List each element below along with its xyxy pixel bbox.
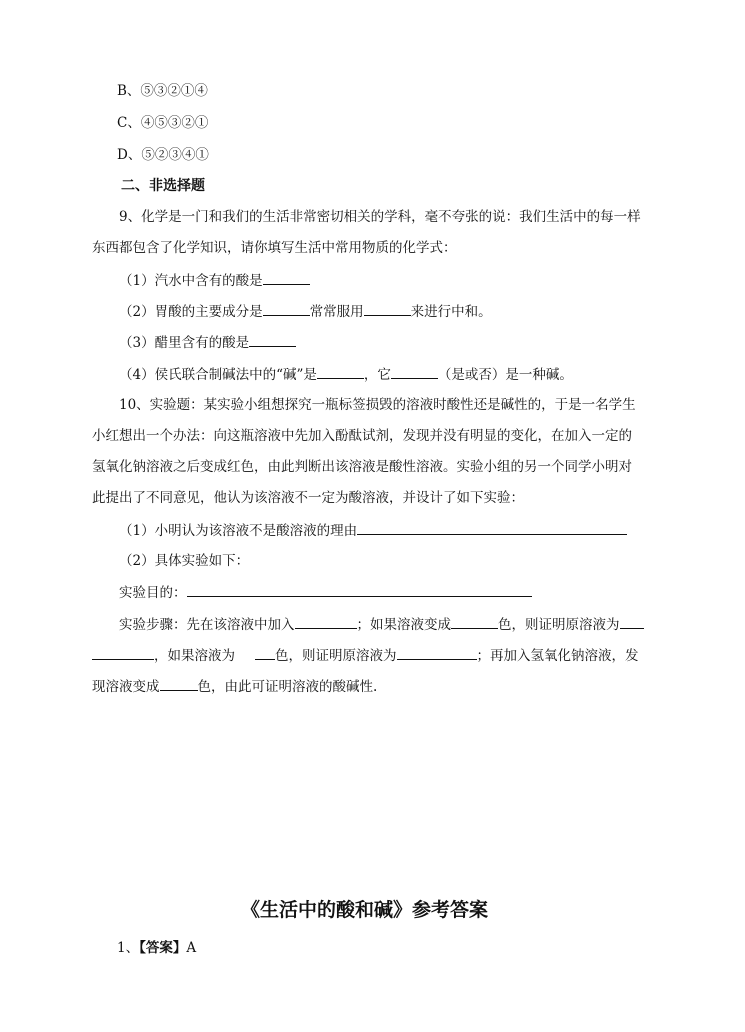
answer-blank[interactable]: [620, 614, 644, 629]
steps-text-h: 色，由此可证明溶液的酸碱性.: [197, 679, 378, 695]
experiment-steps-line-1: [119, 614, 644, 635]
q9-sub-2-text-b: 常常服用: [309, 304, 364, 320]
q9-sub-1: [119, 270, 310, 291]
option-c: C、④⑤③②①: [117, 115, 209, 131]
steps-text-c: 色，则证明原溶液为: [498, 617, 620, 633]
q9-sub-4-text-b: ，它: [363, 367, 391, 383]
answer-blank[interactable]: [92, 645, 154, 660]
q10-line-1: 10、实验题：某实验小组想探究一瓶标签损毁的溶液时酸性还是碱性的，于是一名学生: [119, 397, 636, 413]
answer-1: [117, 938, 196, 958]
q9-sub-1-text: （1）汽水中含有的酸是: [119, 273, 263, 289]
q9-sub-2-text-c: 来进行中和。: [410, 304, 492, 320]
answer-blank[interactable]: [187, 582, 532, 597]
steps-text-b: ；如果溶液变成: [356, 617, 451, 633]
steps-text-f: ；再加入氢氧化钠溶液，发: [476, 648, 639, 664]
answer-blank[interactable]: [255, 645, 275, 660]
experiment-steps-line-2: [92, 645, 639, 666]
q9-sub-3: [119, 332, 296, 353]
answer-blank[interactable]: [263, 301, 310, 316]
steps-text-a: 实验步骤：先在该溶液中加入: [119, 617, 295, 633]
q10-sub-2: （2）具体实验如下：: [119, 553, 250, 569]
q9-sub-2-text-a: （2）胃酸的主要成分是: [119, 304, 263, 320]
q9-sub-4-text-a: （4）侯氏联合制碱法中的“碱”是: [119, 367, 317, 383]
section-heading: 二、非选择题: [121, 178, 205, 194]
answer-blank[interactable]: [317, 364, 364, 379]
q10-line-2: 小红想出一个办法：向这瓶溶液中先加入酚酞试剂，发现并没有明显的变化，在加入一定的: [92, 428, 632, 444]
steps-text-d: ，如果溶液为: [154, 648, 235, 664]
q9-sub-3-text: （3）醋里含有的酸是: [119, 335, 250, 351]
option-b: B、⑤③②①④: [117, 83, 208, 99]
answer-blank[interactable]: [160, 676, 198, 691]
answer-blank[interactable]: [249, 332, 296, 347]
q9-sub-2: [119, 301, 492, 322]
answer-blank[interactable]: [397, 645, 477, 660]
q9-sub-4: [119, 364, 573, 385]
experiment-purpose: [119, 582, 532, 603]
steps-text-g: 现溶液变成: [92, 679, 160, 695]
answer-blank[interactable]: [391, 364, 438, 379]
steps-text-e: 色，则证明原溶液为: [275, 648, 397, 664]
experiment-purpose-label: 实验目的：: [119, 585, 187, 601]
answer-blank[interactable]: [263, 270, 310, 285]
answer-1-prefix: 1、: [117, 940, 140, 956]
answer-1-value: A: [186, 940, 197, 956]
q9-sub-4-text-c: （是或否）是一种碱。: [437, 367, 573, 383]
experiment-steps-line-3: [92, 676, 377, 697]
answer-blank[interactable]: [364, 301, 411, 316]
q9-line-1: 9、化学是一门和我们的生活非常密切相关的学科，毫不夸张的说：我们生活中的每一样: [119, 209, 641, 225]
q10-line-3: 氢氧化钠溶液之后变成红色，由此判断出该溶液是酸性溶液。实验小组的另一个同学小明对: [92, 459, 632, 475]
q10-line-4: 此提出了不同意见，他认为该溶液不一定为酸溶液，并设计了如下实验：: [92, 490, 524, 506]
q10-sub-1-text: （1）小明认为该溶液不是酸溶液的理由: [119, 523, 358, 539]
answer-blank[interactable]: [451, 614, 498, 629]
answer-title: 《生活中的酸和碱》参考答案: [241, 899, 489, 921]
q9-line-2: 东西都包含了化学知识，请你填写生活中常用物质的化学式：: [92, 240, 457, 256]
answer-1-label: 【答案】: [139, 940, 187, 956]
answer-blank[interactable]: [295, 614, 357, 629]
q10-sub-1: [119, 520, 627, 541]
option-d: D、⑤②③④①: [117, 147, 209, 163]
answer-blank[interactable]: [357, 520, 627, 535]
